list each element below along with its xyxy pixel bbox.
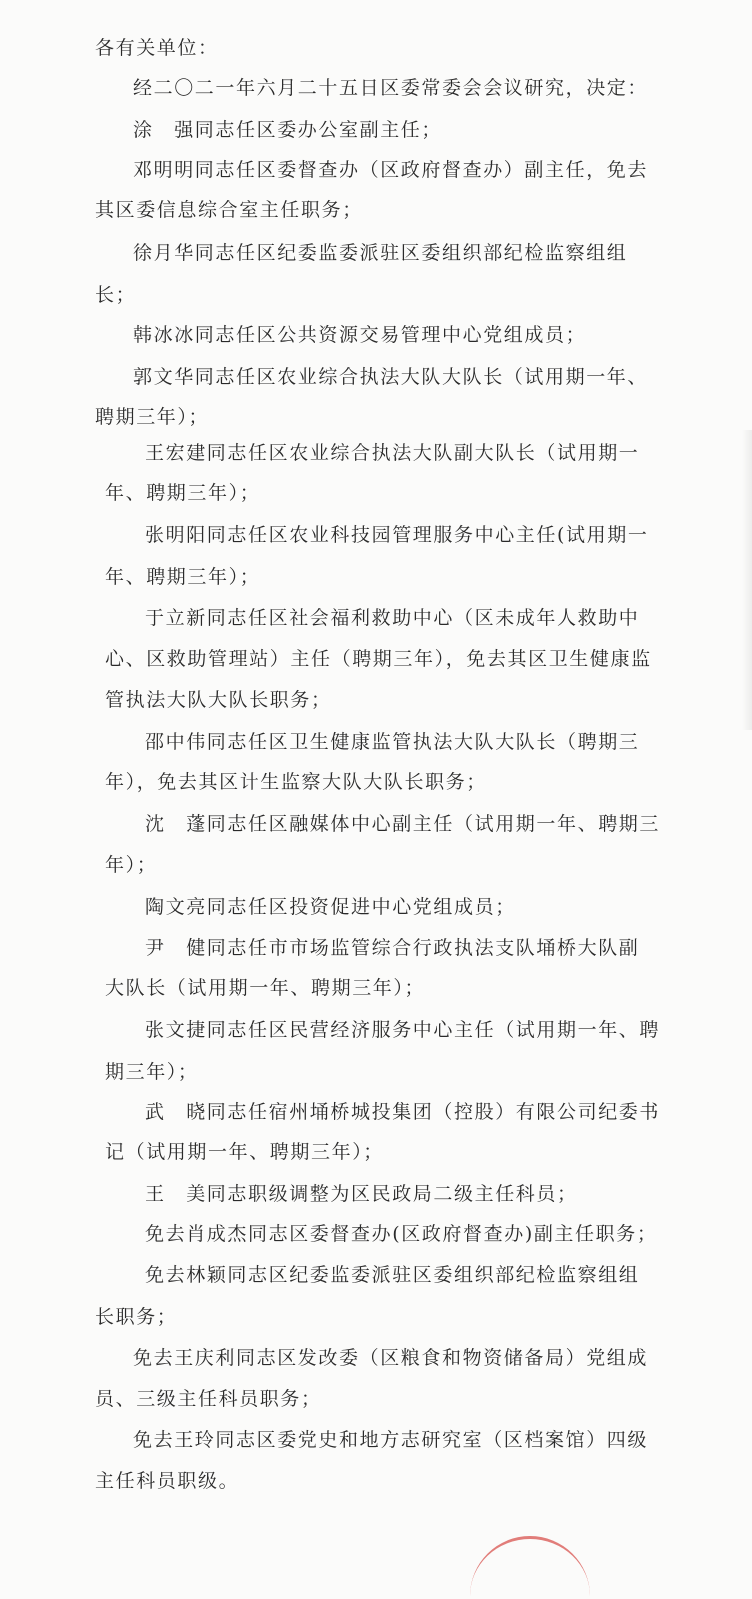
line-22: 尹 健同志任市市场监管综合行政执法支队埇桥大队副 — [145, 937, 640, 959]
line-20: 年）； — [105, 854, 158, 876]
line-23: 大队长（试用期一年、聘期三年）； — [105, 977, 426, 999]
line-32: 免去王庆利同志区发改委（区粮食和物资储备局）党组成 — [133, 1347, 649, 1369]
line-12: 张明阳同志任区农业科技园管理服务中心主任(试用期一 — [145, 524, 649, 546]
line-18: 年），免去其区计生监察大队大队长职务； — [105, 771, 487, 793]
line-02: 涂 强同志任区委办公室副主任； — [133, 119, 443, 141]
line-24: 张文捷同志任区民营经济服务中心主任（试用期一年、聘 — [145, 1019, 661, 1041]
line-16: 管执法大队大队长职务； — [105, 689, 332, 711]
line-01: 经二〇二一年六月二十五日区委常委会会议研究，决定： — [133, 77, 649, 99]
line-13: 年、聘期三年）； — [105, 566, 261, 588]
line-07: 韩冰冰同志任区公共资源交易管理中心党组成员； — [133, 324, 587, 346]
line-14: 于立新同志任区社会福利救助中心（区未成年人救助中 — [145, 607, 640, 629]
line-34: 免去王玲同志区委党史和地方志研究室（区档案馆）四级 — [133, 1429, 649, 1451]
line-27: 记（试用期一年、聘期三年）； — [105, 1141, 384, 1163]
line-30: 免去林颖同志区纪委监委派驻区委组织部纪检监察组组 — [145, 1264, 640, 1286]
salutation: 各有关单位： — [95, 37, 219, 59]
line-31: 长职务； — [95, 1306, 178, 1328]
line-33: 员、三级主任科员职务； — [95, 1388, 322, 1410]
line-17: 邵中伟同志任区卫生健康监管执法大队大队长（聘期三 — [145, 731, 640, 753]
line-08: 郭文华同志任区农业综合执法大队大队长（试用期一年、 — [133, 366, 649, 388]
line-19: 沈 蓬同志任区融媒体中心副主任（试用期一年、聘期三 — [145, 813, 661, 835]
line-04: 其区委信息综合室主任职务； — [95, 199, 363, 221]
line-09: 聘期三年）； — [95, 406, 210, 428]
line-21: 陶文亮同志任区投资促进中心党组成员； — [145, 896, 516, 918]
line-06: 长； — [95, 284, 137, 306]
line-15: 心、区救助管理站）主任（聘期三年），免去其区卫生健康监 — [105, 648, 652, 670]
line-28: 王 美同志职级调整为区民政局二级主任科员； — [145, 1183, 578, 1205]
line-05: 徐月华同志任区纪委监委派驻区委组织部纪检监察组组 — [133, 242, 628, 264]
line-29: 免去肖成杰同志区委督查办(区政府督查办)副主任职务； — [145, 1223, 658, 1245]
line-11: 年、聘期三年）； — [105, 482, 261, 504]
line-35: 主任科员职级。 — [95, 1470, 240, 1492]
line-10: 王宏建同志任区农业综合执法大队副大队长（试用期一 — [145, 442, 640, 464]
line-03: 邓明明同志任区委督查办（区政府督查办）副主任，免去 — [133, 159, 649, 181]
line-25: 期三年）； — [105, 1061, 199, 1083]
official-seal-fragment — [470, 1536, 590, 1599]
line-26: 武 晓同志任宿州埇桥城投集团（控股）有限公司纪委书 — [145, 1101, 661, 1123]
page-edge-shadow — [742, 430, 752, 730]
